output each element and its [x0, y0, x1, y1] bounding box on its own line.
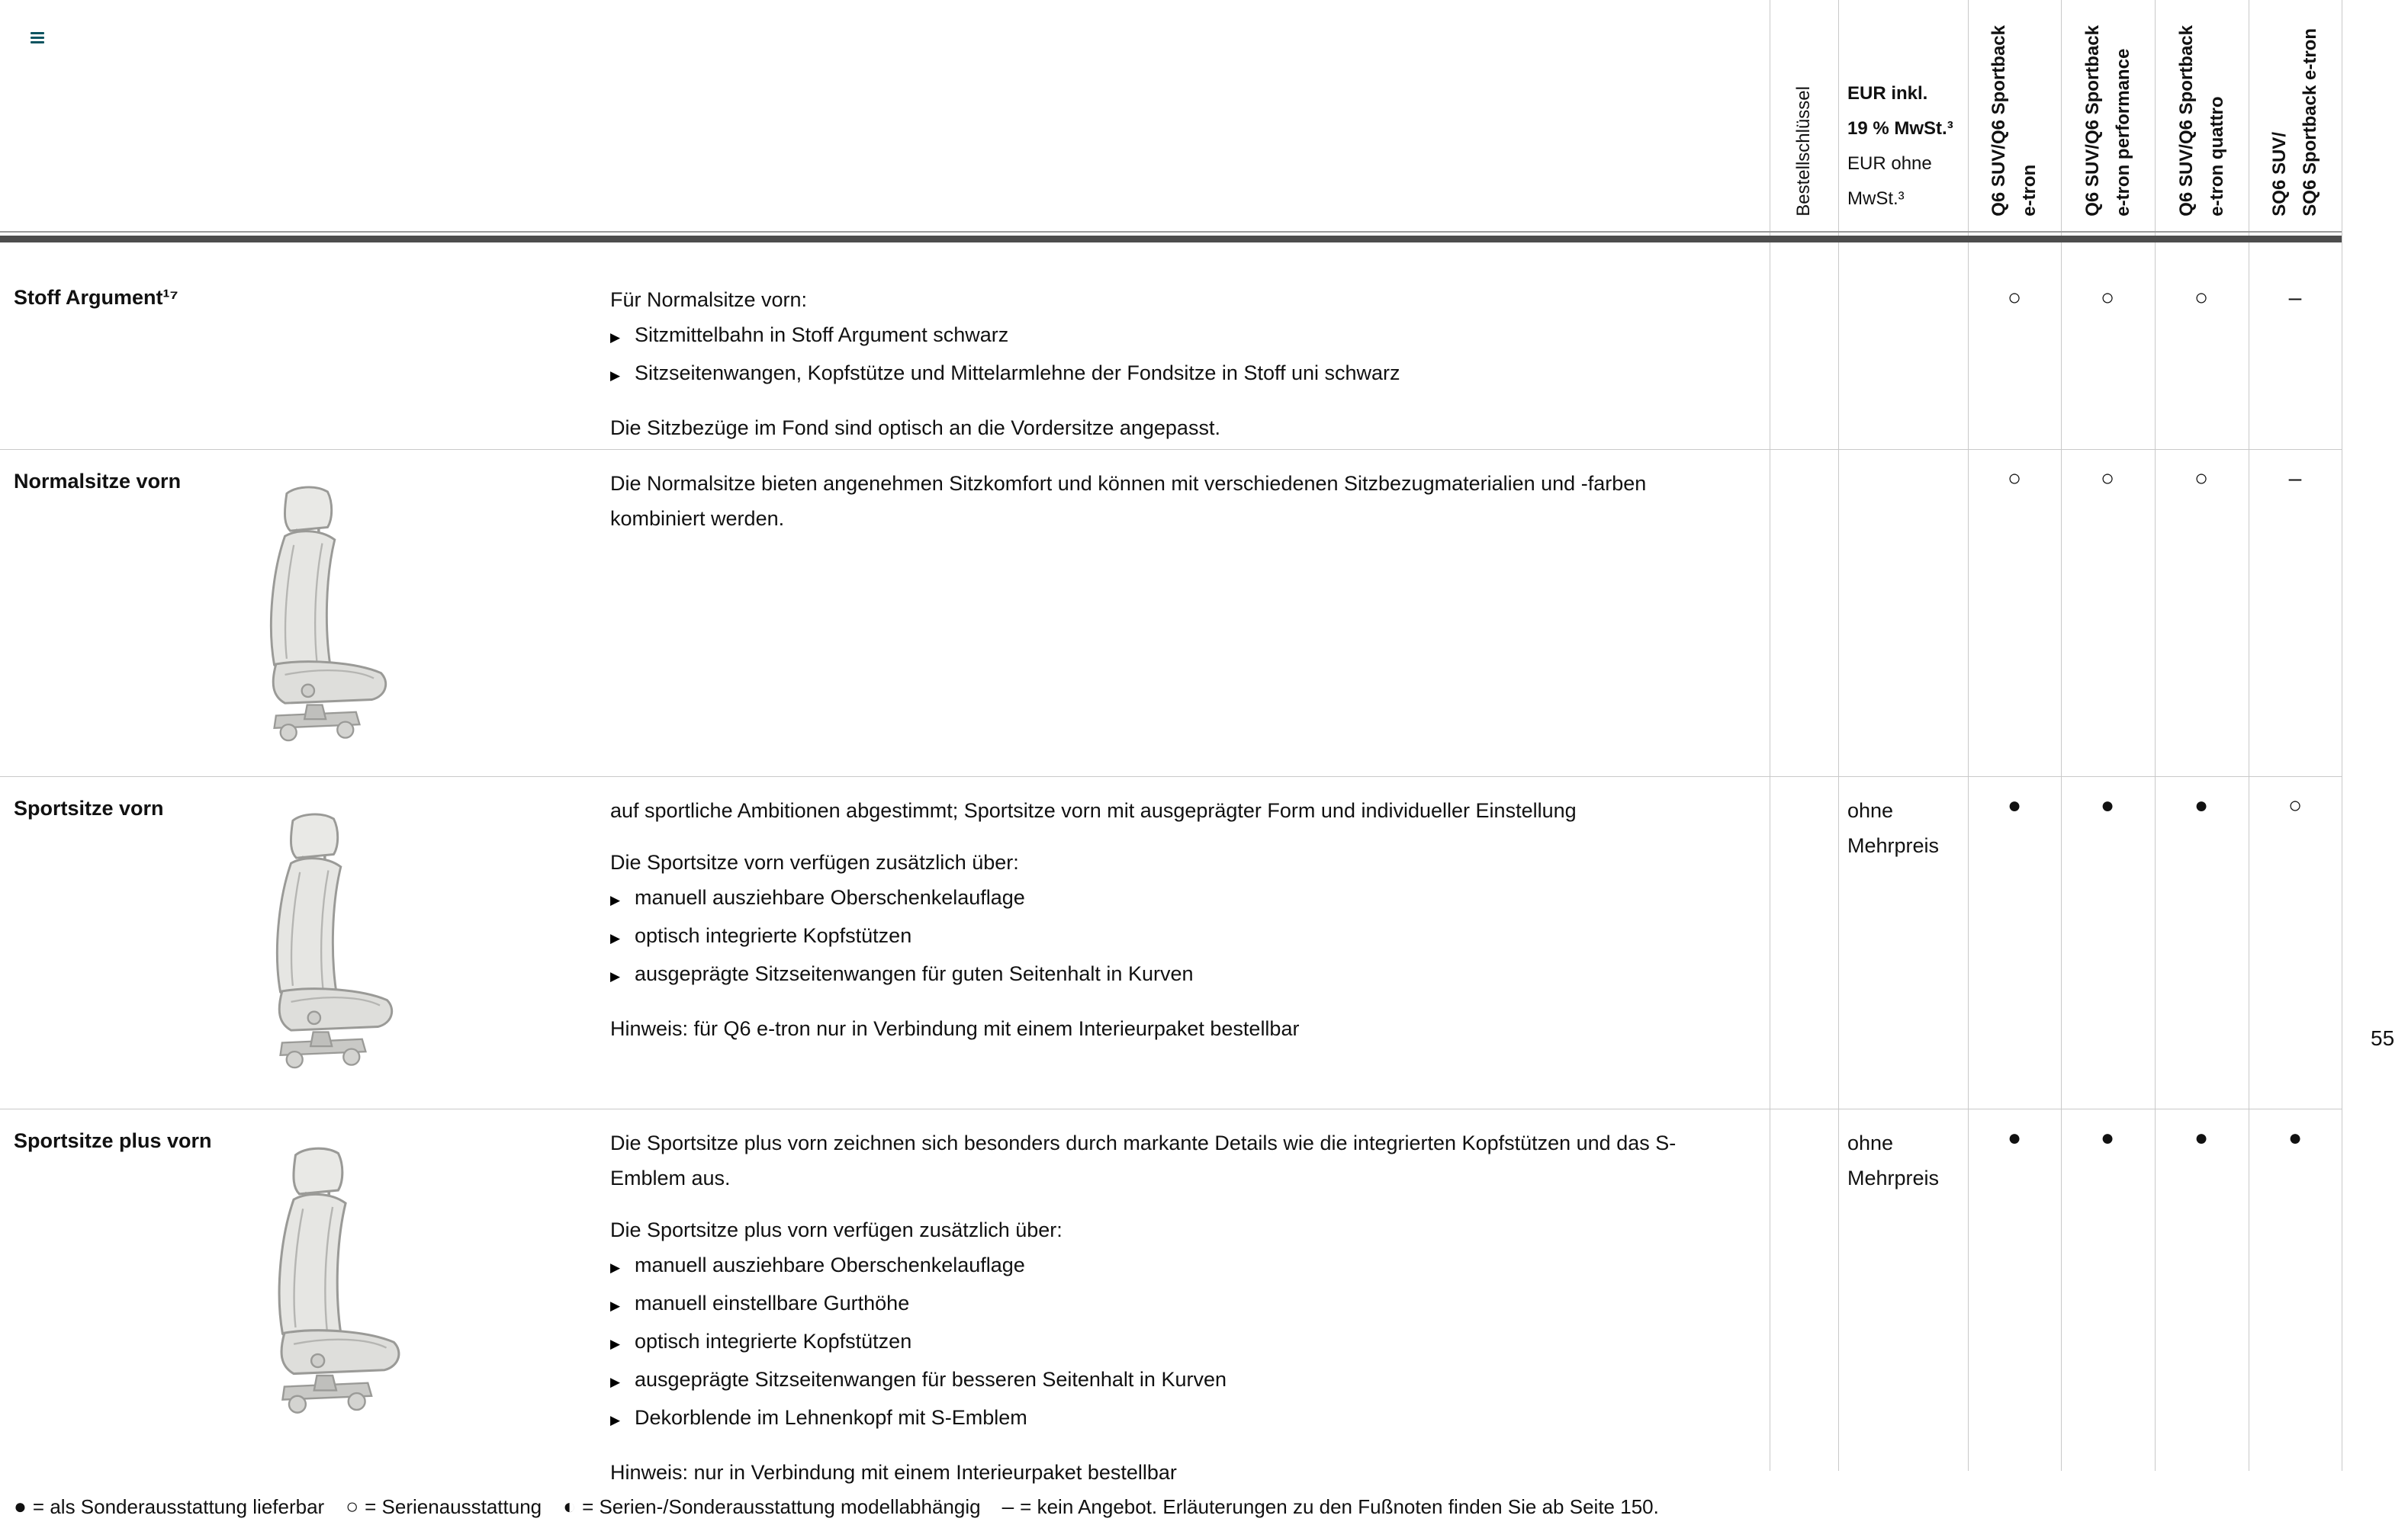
bullet-item	[610, 1247, 1731, 1286]
legend-item	[563, 1491, 980, 1522]
availability-performance: ●	[2100, 1125, 2115, 1151]
menu-icon[interactable]	[31, 32, 44, 43]
column-header-price	[1847, 76, 1962, 217]
front-normal-seat-illustration	[223, 483, 400, 750]
table-row-stoff-argument	[0, 242, 2408, 449]
bullet-arrow-icon: ▶	[610, 893, 621, 907]
bullet-arrow-icon: ▶	[610, 1413, 621, 1427]
price-header-line: MwSt.³	[1847, 188, 1905, 209]
availability-sq6: –	[2288, 466, 2302, 491]
menu-icon-bar	[31, 37, 44, 39]
price-header-line: EUR ohne	[1847, 153, 1932, 174]
bullet-arrow-icon: ▶	[610, 1299, 621, 1313]
table-row-sportsitze	[0, 776, 2408, 1109]
model-label-line: SQ6 Sportback e-tron	[2300, 28, 2320, 217]
filled-circle-icon: ●	[14, 1494, 27, 1518]
front-sport-seat-illustration	[229, 810, 407, 1077]
menu-icon-bar	[31, 41, 44, 43]
half-circle-icon: ◐	[563, 1494, 577, 1518]
feature-list	[610, 317, 1731, 393]
menu-icon-bar	[31, 32, 44, 34]
description-subheading: Die Sportsitze plus vorn verfügen zusätzlich über:	[610, 1218, 1063, 1241]
model-label-line: SQ6 SUV/	[2269, 132, 2290, 217]
bullet-item	[610, 355, 1731, 393]
bullet-item	[610, 1324, 1731, 1362]
column-header-model-sq6	[2249, 0, 2342, 229]
bullet-item	[610, 1286, 1731, 1324]
availability-performance: ○	[2100, 466, 2115, 491]
column-header-model-performance	[2061, 0, 2155, 229]
price-value: ohne Mehrpreis	[1847, 799, 1940, 857]
column-header-model-etron	[1968, 0, 2061, 229]
availability-quattro: ○	[2194, 466, 2209, 491]
model-label-line: Q6 SUV/Q6 Sportback	[2082, 25, 2103, 217]
bullet-text: Dekorblende im Lehnenkopf mit S-Emblem	[635, 1406, 1027, 1429]
table-row-sportsitze-plus	[0, 1109, 2408, 1484]
description-intro: Die Sportsitze plus vorn zeichnen sich besonders durch markante Details wie die integrierten Kopfstützen und das S-Emblem aus.	[610, 1132, 1677, 1190]
availability-etron: ○	[2007, 285, 2022, 310]
price-header-line: EUR inkl.	[1847, 83, 1928, 104]
availability-etron: ○	[2007, 466, 2022, 491]
availability-quattro: ○	[2194, 285, 2209, 310]
model-label-line: e-tron performance	[2112, 48, 2133, 217]
feature-list	[610, 880, 1731, 994]
bullet-arrow-icon: ▶	[610, 1337, 621, 1351]
bullet-text: optisch integrierte Kopfstützen	[635, 924, 912, 947]
bullet-item	[610, 1400, 1731, 1438]
availability-quattro: ●	[2194, 793, 2209, 818]
availability-etron: ●	[2007, 1125, 2022, 1151]
bullet-item	[610, 1362, 1731, 1400]
bullet-text: Sitzseitenwangen, Kopfstütze und Mittelarmlehne der Fondsitze in Stoff uni schwarz	[635, 361, 1400, 384]
column-header-model-quattro	[2155, 0, 2249, 229]
bullet-arrow-icon: ▶	[610, 330, 621, 345]
table-row-normalsitze	[0, 449, 2408, 776]
bullet-arrow-icon: ▶	[610, 1375, 621, 1389]
bullet-item	[610, 317, 1731, 355]
bullet-text: ausgeprägte Sitzseitenwangen für guten Seitenhalt in Kurven	[635, 962, 1194, 985]
description-intro: Für Normalsitze vorn:	[610, 288, 808, 311]
bullet-text: Sitzmittelbahn in Stoff Argument schwarz	[635, 323, 1009, 346]
bullet-text: ausgeprägte Sitzseitenwangen für besseren Seitenhalt in Kurven	[635, 1368, 1227, 1391]
availability-performance: ○	[2100, 285, 2115, 310]
header-rule-thin	[0, 231, 2342, 233]
legend-text: = kein Angebot. Erläuterungen zu den Fußnoten finden Sie ab Seite 150.	[1020, 1495, 1659, 1518]
availability-performance: ●	[2100, 793, 2115, 818]
bullet-item	[610, 918, 1731, 956]
legend-text: = Serienausstattung	[365, 1495, 542, 1518]
availability-sq6: –	[2288, 285, 2302, 310]
model-label-line: e-tron	[2019, 165, 2040, 217]
bullet-text: optisch integrierte Kopfstützen	[635, 1330, 912, 1353]
option-name: Stoff Argument¹⁷	[14, 286, 178, 309]
feature-list	[610, 1247, 1731, 1438]
dash-icon: –	[1001, 1494, 1014, 1518]
bullet-arrow-icon: ▶	[610, 368, 621, 383]
front-sport-plus-seat-illustration	[229, 1144, 414, 1422]
bullet-arrow-icon: ▶	[610, 969, 621, 984]
bullet-item	[610, 880, 1731, 918]
availability-etron: ●	[2007, 793, 2022, 818]
legend-text: = als Sonderausstattung lieferbar	[32, 1495, 325, 1518]
availability-quattro: ●	[2194, 1125, 2209, 1151]
availability-sq6: ●	[2287, 1125, 2303, 1151]
option-name: Sportsitze vorn	[14, 797, 164, 820]
option-description	[610, 466, 1731, 536]
option-name: Normalsitze vorn	[14, 470, 182, 493]
price-value: ohne Mehrpreis	[1847, 1132, 1940, 1190]
description-subheading: Die Sportsitze vorn verfügen zusätzlich über:	[610, 851, 1019, 874]
description-outro: Die Sitzbezüge im Fond sind optisch an die Vordersitze angepasst.	[610, 416, 1220, 439]
footnote-legend	[14, 1491, 1659, 1522]
bullet-text: manuell ausziehbare Oberschenkelauflage	[635, 886, 1025, 909]
bullet-text: manuell einstellbare Gurthöhe	[635, 1292, 910, 1315]
bullet-arrow-icon: ▶	[610, 1260, 621, 1275]
legend-item	[346, 1491, 542, 1522]
description-intro: Die Normalsitze bieten angenehmen Sitzkomfort und können mit verschiedenen Sitzbezugmaterialien und -farben kombiniert werden.	[610, 472, 1647, 530]
legend-text: = Serien-/Sonderausstattung modellabhängig	[582, 1495, 981, 1518]
bullet-arrow-icon: ▶	[610, 931, 621, 946]
bestellschluessel-label: Bestellschlüssel	[1793, 86, 1814, 217]
bullet-item	[610, 956, 1731, 994]
column-header-bestellschluessel	[1770, 0, 1838, 229]
option-description	[610, 793, 1731, 1046]
description-intro: auf sportliche Ambitionen abgestimmt; Sportsitze vorn mit ausgeprägter Form und individueller Einstellung	[610, 799, 1577, 822]
legend-item	[1002, 1491, 1659, 1522]
bullet-text: manuell ausziehbare Oberschenkelauflage	[635, 1254, 1025, 1276]
description-note: Hinweis: für Q6 e-tron nur in Verbindung mit einem Interieurpaket bestellbar	[610, 1017, 1300, 1040]
page-number: 55	[2371, 1026, 2395, 1050]
price-header-line: 19 % MwSt.³	[1847, 118, 1953, 139]
model-label-line: e-tron quattro	[2206, 96, 2227, 217]
open-circle-icon: ○	[346, 1494, 359, 1518]
option-description	[610, 1125, 1731, 1490]
option-description	[610, 282, 1731, 445]
legend-item	[14, 1491, 324, 1522]
option-name: Sportsitze plus vorn	[14, 1129, 212, 1152]
availability-sq6: ○	[2287, 793, 2303, 818]
model-label-line: Q6 SUV/Q6 Sportback	[1988, 25, 2009, 217]
header-rule-thick	[0, 236, 2342, 242]
model-label-line: Q6 SUV/Q6 Sportback	[2175, 25, 2197, 217]
description-note: Hinweis: nur in Verbindung mit einem Interieurpaket bestellbar	[610, 1461, 1177, 1484]
